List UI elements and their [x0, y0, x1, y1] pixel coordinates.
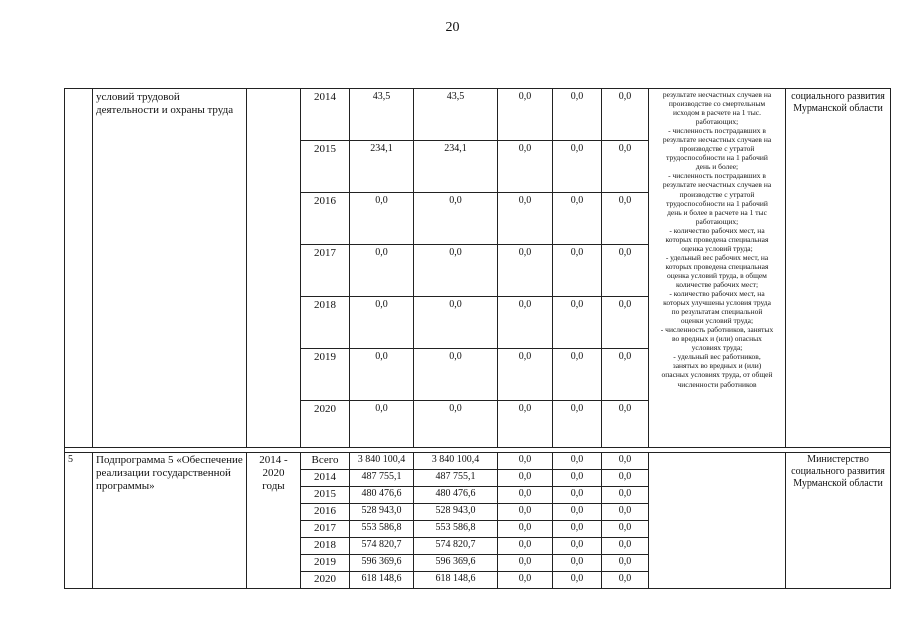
year-cell: 2017	[301, 521, 350, 538]
prev-executor: социального развития Мурманской области	[786, 89, 891, 448]
other-cell: 0,0	[602, 504, 649, 521]
prev-period-cell	[247, 89, 301, 448]
regional-cell: 0,0	[414, 297, 498, 349]
federal-cell: 0,0	[498, 141, 553, 193]
federal-cell: 0,0	[498, 538, 553, 555]
other-cell: 0,0	[602, 245, 649, 297]
year-cell: 2018	[301, 538, 350, 555]
regional-cell: 0,0	[414, 193, 498, 245]
regional-cell: 574 820,7	[414, 538, 498, 555]
other-cell: 0,0	[602, 538, 649, 555]
regional-cell: 480 476,6	[414, 487, 498, 504]
indicator-line: которых проведена специальная	[665, 261, 769, 271]
indicator-line: занятых во вредных и (или)	[672, 361, 762, 371]
indicator-line: результате несчастных случаев на	[662, 90, 772, 99]
indicator-line: результате несчастных случаев на	[662, 180, 772, 190]
other-cell: 0,0	[602, 89, 649, 141]
sub5-indicators-cell	[649, 453, 786, 589]
year-cell: 2014	[301, 89, 350, 141]
indicator-line: трудоспособности на 1 рабочий	[666, 153, 768, 163]
indicator-line: - удельный вес рабочих мест, на	[665, 252, 769, 262]
other-cell: 0,0	[602, 453, 649, 470]
indicator-line: производстве с утратой	[679, 189, 755, 199]
indicator-line: опасных условиях труда, от общей	[661, 370, 773, 380]
prev-number-cell	[65, 89, 93, 448]
indicator-line: день и более;	[695, 162, 739, 172]
total-cell: 0,0	[350, 245, 414, 297]
total-cell: 43,5	[350, 89, 414, 141]
federal-cell: 0,0	[498, 470, 553, 487]
sub5-number: 5	[65, 453, 93, 589]
regional-cell: 0,0	[414, 245, 498, 297]
local-cell: 0,0	[553, 297, 602, 349]
indicator-line: работающих;	[695, 117, 739, 127]
indicator-line: трудоспособности на 1 рабочий	[666, 198, 768, 208]
year-cell: 2016	[301, 504, 350, 521]
local-cell: 0,0	[553, 141, 602, 193]
year-cell: 2020	[301, 572, 350, 589]
local-cell: 0,0	[553, 572, 602, 589]
local-cell: 0,0	[553, 555, 602, 572]
indicator-line: день и более в расчете на 1 тыс	[667, 207, 767, 217]
year-cell: Всего	[301, 453, 350, 470]
regional-cell: 0,0	[414, 401, 498, 448]
program-table	[64, 88, 891, 589]
sub5-row-0	[65, 453, 891, 470]
federal-cell: 0,0	[498, 401, 553, 448]
local-cell: 0,0	[553, 504, 602, 521]
federal-cell: 0,0	[498, 453, 553, 470]
total-cell: 3 840 100,4	[350, 453, 414, 470]
year-cell: 2015	[301, 487, 350, 504]
other-cell: 0,0	[602, 193, 649, 245]
federal-cell: 0,0	[498, 487, 553, 504]
sub5-executor: Министерство социального развития Мурманской области	[786, 453, 891, 589]
indicator-line: оценка условий труда, в общем	[667, 270, 767, 280]
year-cell: 2019	[301, 555, 350, 572]
indicator-line: оценка условий труда;	[681, 243, 753, 253]
other-cell: 0,0	[602, 470, 649, 487]
indicators-cell	[649, 89, 786, 448]
regional-cell: 487 755,1	[414, 470, 498, 487]
indicator-line: производстве с утратой	[679, 144, 755, 154]
indicator-line: которых улучшены условия труда	[663, 298, 771, 308]
other-cell: 0,0	[602, 555, 649, 572]
total-cell: 487 755,1	[350, 470, 414, 487]
indicator-line: результате несчастных случаев на	[662, 135, 772, 145]
federal-cell: 0,0	[498, 504, 553, 521]
federal-cell: 0,0	[498, 193, 553, 245]
indicator-line: численности работников	[677, 379, 757, 389]
federal-cell: 0,0	[498, 521, 553, 538]
local-cell: 0,0	[553, 453, 602, 470]
federal-cell: 0,0	[498, 245, 553, 297]
indicator-line: количестве рабочих мест;	[675, 279, 759, 289]
year-cell: 2016	[301, 193, 350, 245]
regional-cell: 528 943,0	[414, 504, 498, 521]
indicator-line: работающих;	[695, 216, 739, 226]
indicator-line: - количество рабочих мест, на	[669, 225, 765, 235]
federal-cell: 0,0	[498, 349, 553, 401]
year-cell: 2018	[301, 297, 350, 349]
indicator-line: - численность пострадавших в	[668, 171, 766, 181]
indicator-line: которых проведена специальная	[665, 234, 769, 244]
regional-cell: 3 840 100,4	[414, 453, 498, 470]
local-cell: 0,0	[553, 349, 602, 401]
indicator-line: во вредных и (или) опасных	[672, 334, 762, 344]
regional-cell: 618 148,6	[414, 572, 498, 589]
year-cell: 2019	[301, 349, 350, 401]
total-cell: 574 820,7	[350, 538, 414, 555]
prev-program-name: условий трудовой деятельности и охраны труда	[93, 89, 247, 448]
other-cell: 0,0	[602, 349, 649, 401]
indicator-line: оценки условий труда;	[680, 316, 754, 326]
year-cell: 2014	[301, 470, 350, 487]
indicator-line: - численность пострадавших в	[668, 126, 766, 136]
total-cell: 234,1	[350, 141, 414, 193]
local-cell: 0,0	[553, 193, 602, 245]
indicator-line: исходом в расчете на 1 тыс.	[673, 108, 761, 118]
total-cell: 596 369,6	[350, 555, 414, 572]
other-cell: 0,0	[602, 141, 649, 193]
federal-cell: 0,0	[498, 572, 553, 589]
indicator-line: - удельный вес работников,	[673, 352, 761, 362]
total-cell: 618 148,6	[350, 572, 414, 589]
prev-row-0	[65, 89, 891, 141]
indicator-line: - количество рабочих мест, на	[669, 289, 765, 299]
year-cell: 2015	[301, 141, 350, 193]
other-cell: 0,0	[602, 487, 649, 504]
local-cell: 0,0	[553, 487, 602, 504]
local-cell: 0,0	[553, 521, 602, 538]
year-cell: 2020	[301, 401, 350, 448]
regional-cell: 553 586,8	[414, 521, 498, 538]
indicator-line: - численность работников, занятых	[660, 325, 774, 335]
local-cell: 0,0	[553, 401, 602, 448]
total-cell: 0,0	[350, 193, 414, 245]
local-cell: 0,0	[553, 245, 602, 297]
other-cell: 0,0	[602, 572, 649, 589]
total-cell: 528 943,0	[350, 504, 414, 521]
regional-cell: 43,5	[414, 89, 498, 141]
regional-cell: 596 369,6	[414, 555, 498, 572]
other-cell: 0,0	[602, 297, 649, 349]
total-cell: 0,0	[350, 349, 414, 401]
other-cell: 0,0	[602, 401, 649, 448]
regional-cell: 234,1	[414, 141, 498, 193]
other-cell: 0,0	[602, 521, 649, 538]
local-cell: 0,0	[553, 470, 602, 487]
regional-cell: 0,0	[414, 349, 498, 401]
indicator-line: производстве со смертельным	[668, 99, 766, 109]
total-cell: 0,0	[350, 297, 414, 349]
sub5-period: 2014 - 2020 годы	[247, 453, 301, 589]
indicator-line: по результатам специальной	[671, 307, 763, 317]
page-number: 20	[445, 20, 460, 35]
local-cell: 0,0	[553, 538, 602, 555]
local-cell: 0,0	[553, 89, 602, 141]
total-cell: 553 586,8	[350, 521, 414, 538]
year-cell: 2017	[301, 245, 350, 297]
indicator-line: условиях труда;	[691, 343, 743, 353]
total-cell: 480 476,6	[350, 487, 414, 504]
sub5-name: Подпрограмма 5 «Обеспечение реализации государственной программы»	[93, 453, 247, 589]
federal-cell: 0,0	[498, 89, 553, 141]
total-cell: 0,0	[350, 401, 414, 448]
federal-cell: 0,0	[498, 297, 553, 349]
federal-cell: 0,0	[498, 555, 553, 572]
